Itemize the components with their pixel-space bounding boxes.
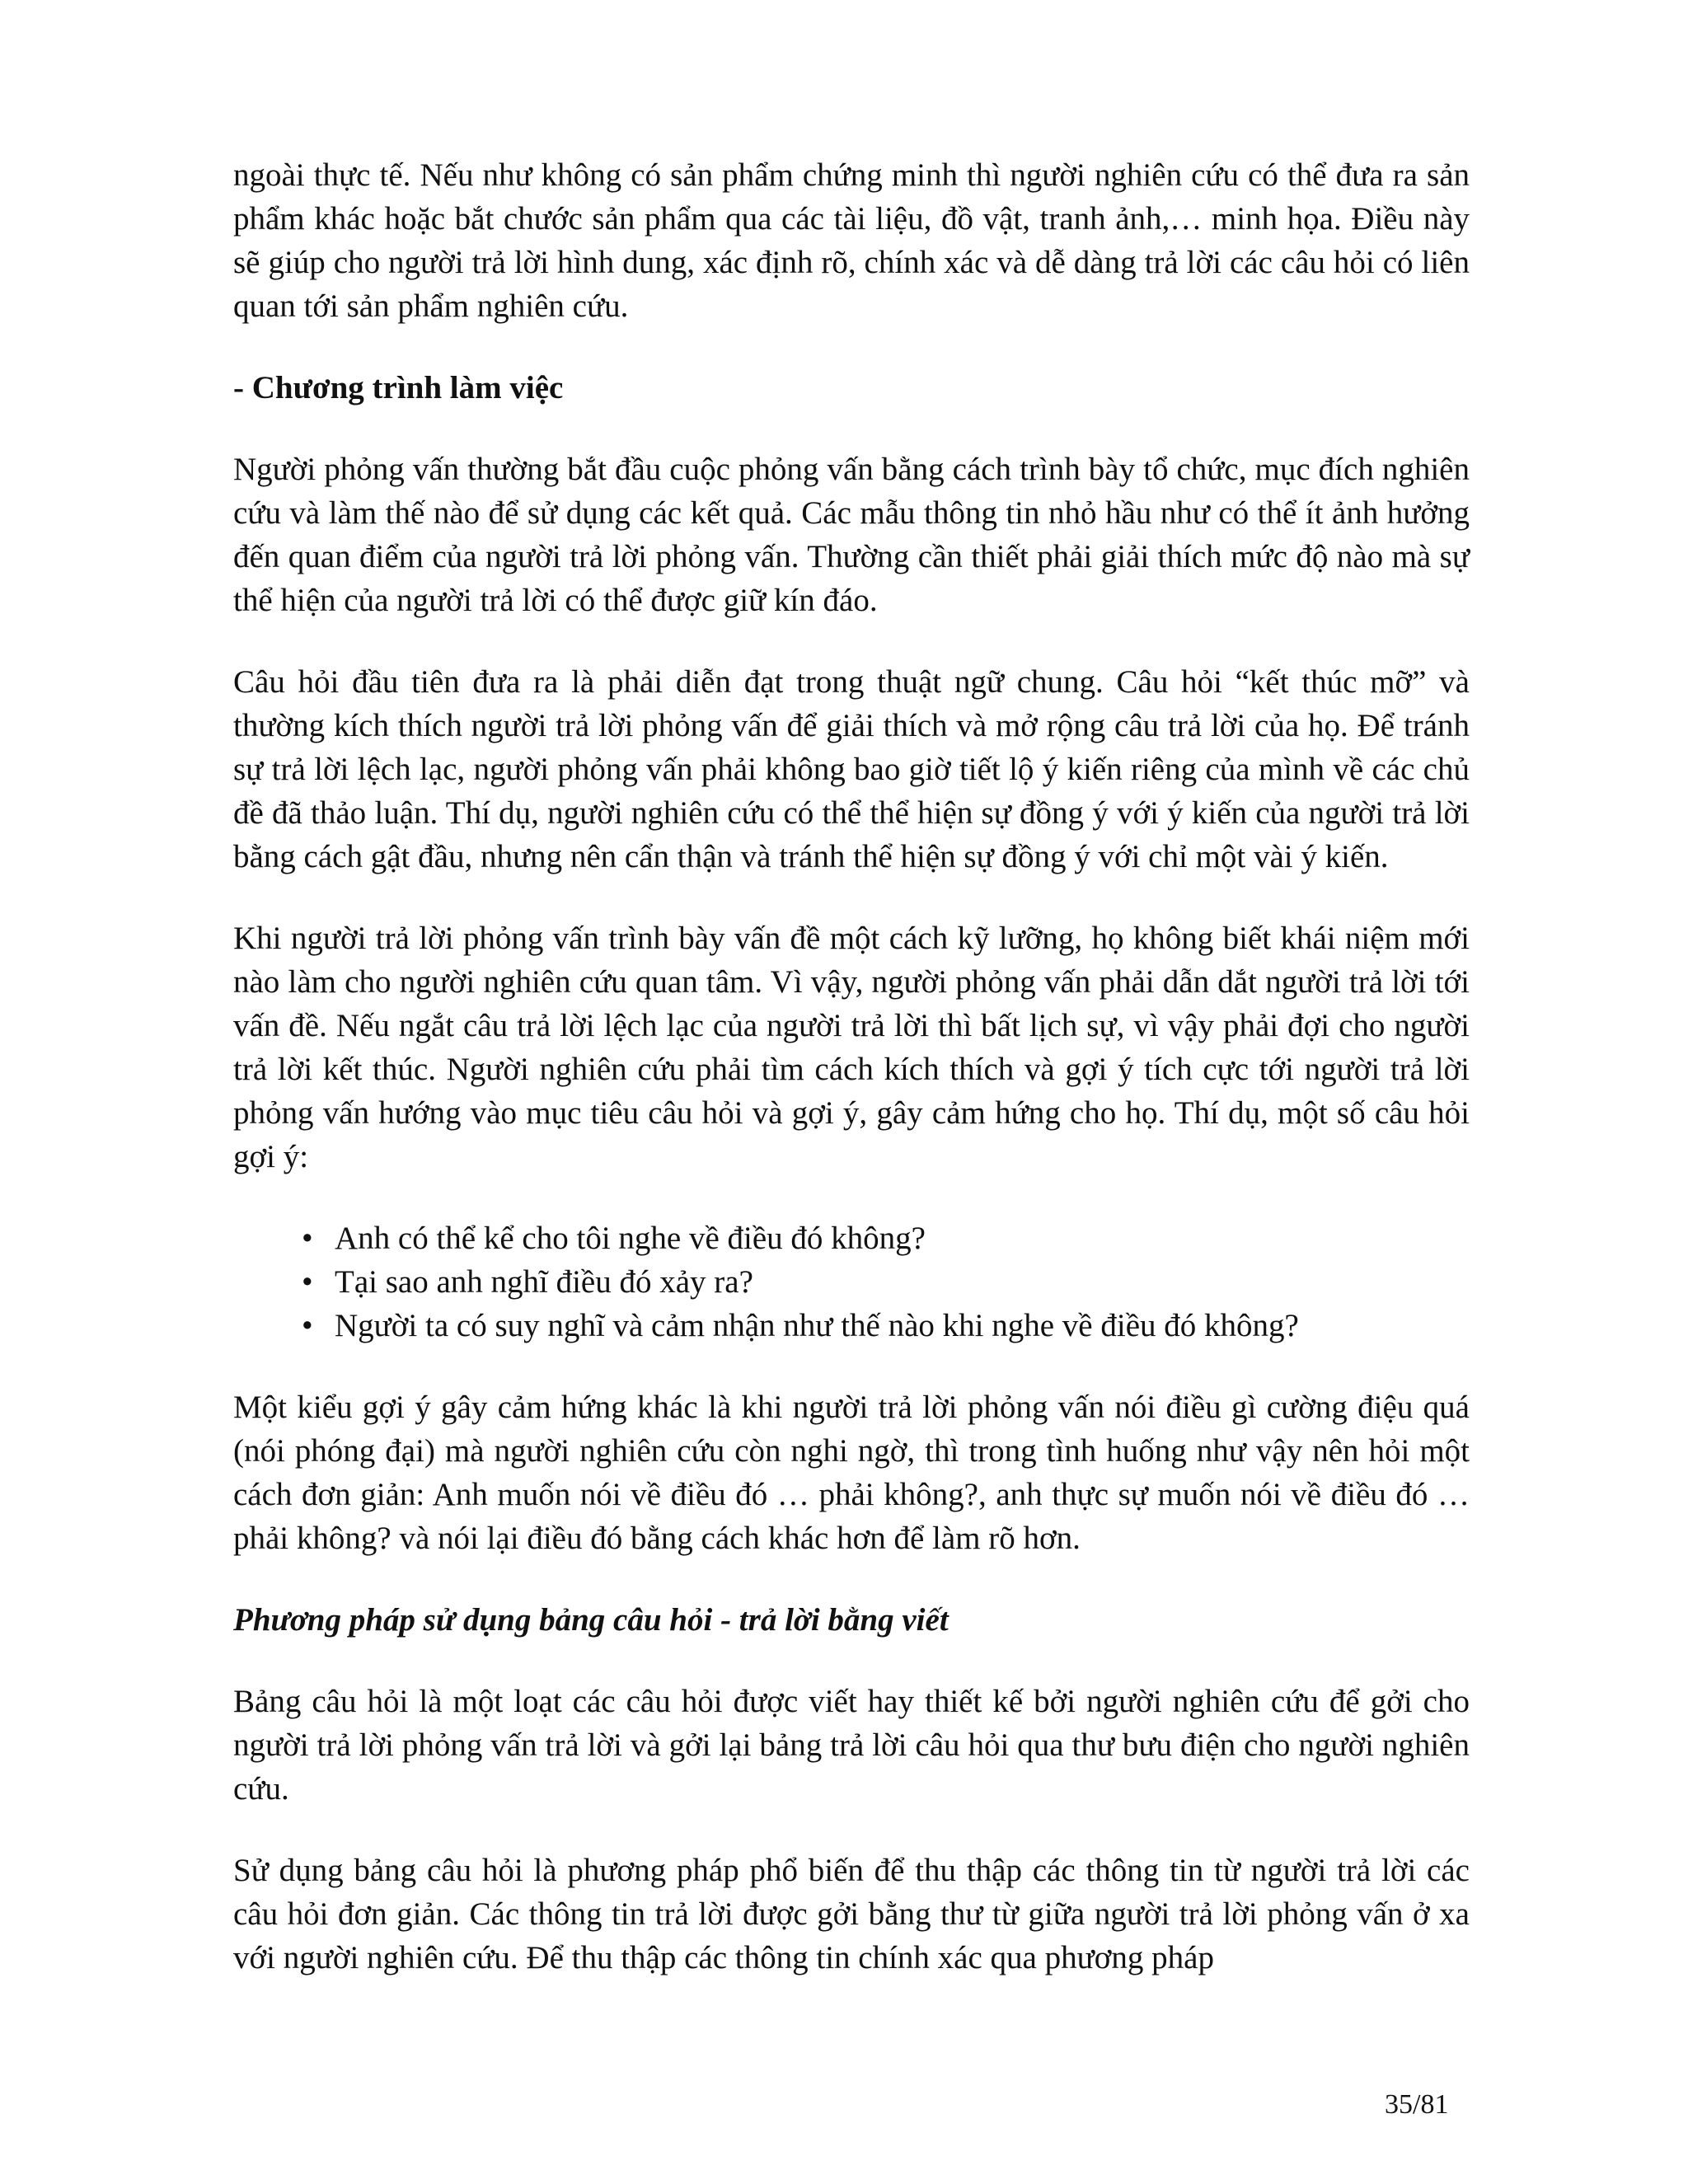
paragraph-product-demo: ngoài thực tế. Nếu như không có sản phẩm chứng minh thì người nghiên cứu có thể đưa ra sản phẩm khác hoặc bắt chước sản phẩm qua các tài liệu, đồ vật, tranh ảnh,… minh họa. Điều này sẽ giúp cho người trả lời hình dung, xác định rõ, chính xác và dễ dàng trả lời các câu hỏi có liên quan tới sản phẩm nghiên cứu. (233, 157, 1470, 324)
heading-questionnaire-method: Phương pháp sử dụng bảng câu hỏi - trả lời bằng viết (233, 1602, 949, 1638)
bullet-icon: • (302, 1308, 313, 1343)
page-number: 35/81 (1385, 2089, 1449, 2120)
list-item-text: Anh có thể kể cho tôi nghe về điều đó không? (335, 1221, 926, 1256)
list-item-text: Tại sao anh nghĩ điều đó xảy ra? (335, 1264, 753, 1300)
heading-work-program: - Chương trình làm việc (233, 370, 564, 405)
list-item (302, 1260, 1470, 1304)
list-item-text: Người ta có suy nghĩ và cảm nhận như thế nào khi nghe về điều đó không? (335, 1308, 1299, 1343)
bullet-icon: • (302, 1221, 313, 1256)
list-item (302, 1216, 1470, 1260)
paragraph-interview-start: Người phỏng vấn thường bắt đầu cuộc phỏng vấn bằng cách trình bày tổ chức, mục đích nghiên cứu và làm thế nào để sử dụng các kết quả. Các mẫu thông tin nhỏ hầu như có thể ít ảnh hưởng đến quan điểm của người trả lời phỏng vấn. Thường cần thiết phải giải thích mức độ nào mà sự thể hiện của người trả lời có thể được giữ kín đáo. (233, 452, 1470, 618)
paragraph-exaggeration: Một kiểu gợi ý gây cảm hứng khác là khi người trả lời phỏng vấn nói điều gì cường điệu quá (nói phóng đại) mà người nghiên cứu còn nghi ngờ, thì trong tình huống như vậy nên hỏi một cách đơn giản: Anh muốn nói về điều đó … phải không?, anh thực sự muốn nói về điều đó … phải không? và nói lại điều đó bằng cách khác hơn để làm rõ hơn. (233, 1390, 1470, 1556)
paragraph-questionnaire-usage: Sử dụng bảng câu hỏi là phương pháp phổ biến để thu thập các thông tin từ người trả lời các câu hỏi đơn giản. Các thông tin trả lời được gởi bằng thư từ giữa người trả lời phỏng vấn ở xa với người nghiên cứu. Để thu thập các thông tin chính xác qua phương pháp (233, 1853, 1470, 1975)
paragraph-first-question: Câu hỏi đầu tiên đưa ra là phải diễn đạt trong thuật ngữ chung. Câu hỏi “kết thúc mỡ” và thường kích thích người trả lời phỏng vấn để giải thích và mở rộng câu trả lời của họ. Để tránh sự trả lời lệch lạc, người phỏng vấn phải không bao giờ tiết lộ ý kiến riêng của mình về các chủ đề đã thảo luận. Thí dụ, người nghiên cứu có thể thể hiện sự đồng ý với ý kiến của người trả lời bằng cách gật đầu, nhưng nên cẩn thận và tránh thể hiện sự đồng ý với chỉ một vài ý kiến. (233, 664, 1470, 874)
paragraph-questionnaire-definition: Bảng câu hỏi là một loạt các câu hỏi được viết hay thiết kế bởi người nghiên cứu để gởi cho người trả lời phỏng vấn trả lời và gởi lại bảng trả lời câu hỏi qua thư bưu điện cho người nghiên cứu. (233, 1684, 1470, 1807)
suggestion-question-list (233, 1216, 1470, 1347)
list-item (302, 1304, 1470, 1347)
paragraph-guide-respondent: Khi người trả lời phỏng vấn trình bày vấn đề một cách kỹ lưỡng, họ không biết khái niệm mới nào làm cho người nghiên cứu quan tâm. Vì vậy, người phỏng vấn phải dẫn dắt người trả lời tới vấn đề. Nếu ngắt câu trả lời lệch lạc của người trả lời thì bất lịch sự, vì vậy phải đợi cho người trả lời kết thúc. Người nghiên cứu phải tìm cách kích thích và gợi ý tích cực tới người trả lời phỏng vấn hướng vào mục tiêu câu hỏi và gợi ý, gây cảm hứng cho họ. Thí dụ, một số câu hỏi gợi ý: (233, 921, 1470, 1174)
bullet-icon: • (302, 1264, 313, 1300)
document-page (233, 153, 1470, 2018)
